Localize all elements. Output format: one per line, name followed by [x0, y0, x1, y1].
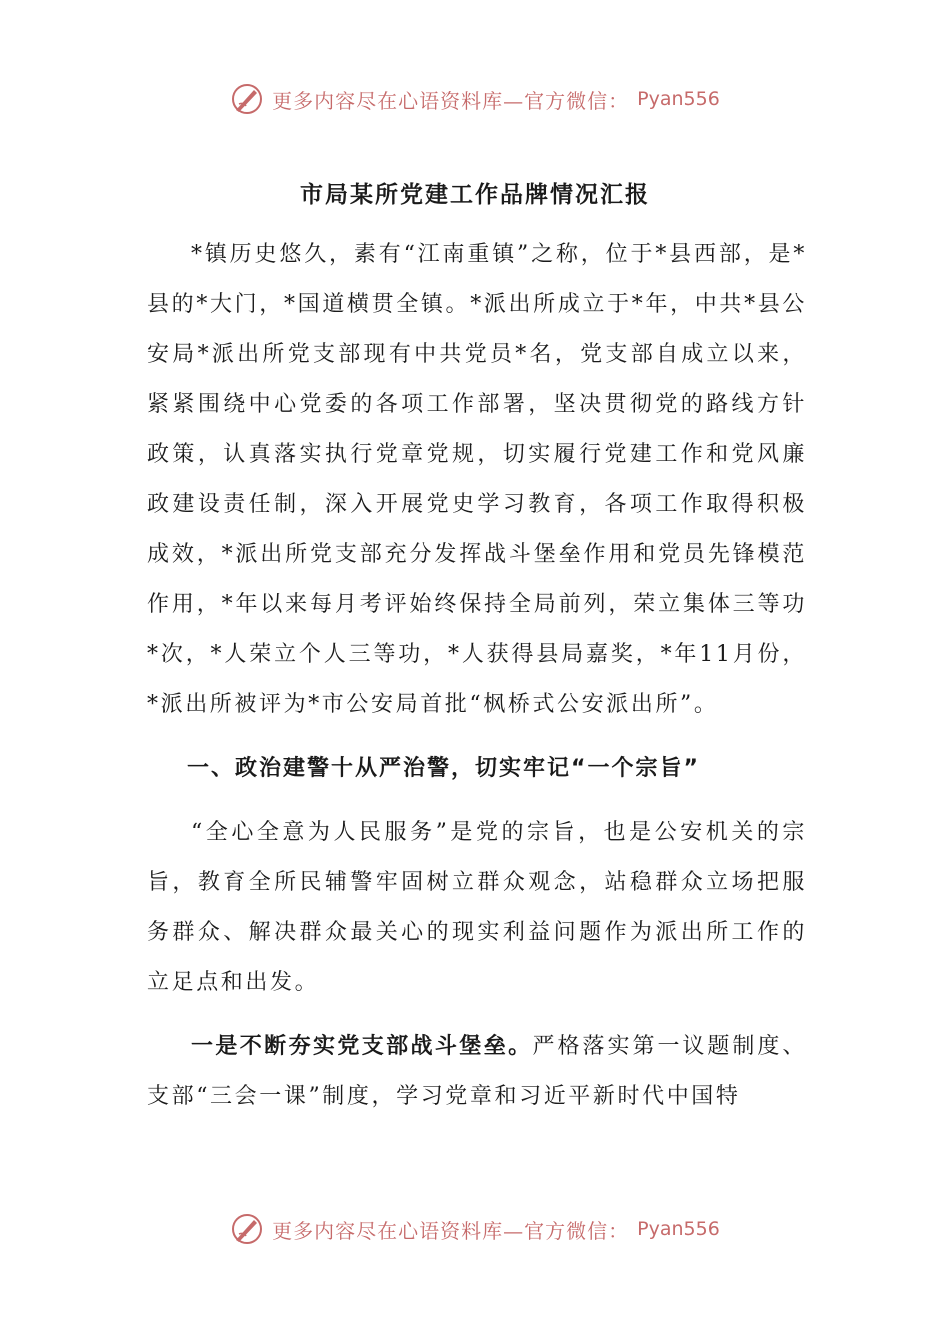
- watermark-wechat-id: Pyan556: [637, 88, 720, 110]
- watermark-footer: [0, 1212, 950, 1246]
- watermark-wechat-id: Pyan556: [637, 1218, 720, 1240]
- pen-logo-icon: [230, 82, 264, 116]
- point-paragraph: [147, 1022, 807, 1122]
- watermark-text: 更多内容尽在心语资料库—官方微信：: [272, 1218, 630, 1243]
- watermark-header: [0, 82, 950, 116]
- point-text: 严格落实第一议题制度、支部“三会一课”制度，学习党章和习近平新时代中国特: [147, 1034, 807, 1109]
- section-heading: 一、政治建警十从严治警，切实牢记“一个宗旨”: [187, 756, 700, 781]
- section-paragraph: “全心全意为人民服务”是党的宗旨，也是公安机关的宗旨，教育全所民辅警牢固树立群众观念，站稳群众立场把服务群众、解决群众最关心的现实利益问题作为派出所工作的立足点和出发。: [147, 820, 807, 995]
- point-lead: 一是不断夯实党支部战斗堡垒。: [191, 1034, 533, 1059]
- document-body: [147, 230, 807, 1122]
- pen-logo-icon: [230, 1212, 264, 1246]
- page-title: 市局某所党建工作品牌情况汇报: [300, 182, 650, 208]
- watermark-text: 更多内容尽在心语资料库—官方微信：: [272, 88, 630, 113]
- intro-paragraph: *镇历史悠久，素有“江南重镇”之称，位于*县西部，是*县的*大门，*国道横贯全镇。*派出所成立于*年，中共*县公安局*派出所党支部现有中共党员*名，党支部自成立以来，紧紧围绕中心党委的各项工作部署，坚决贯彻党的路线方针政策，认真落实执行党章党规，切实履行党建工作和党风廉政建设责任制，深入开展党史学习教育，各项工作取得积极成效，*派出所党支部充分发挥战斗堡垒作用和党员先锋模范作用，*年以来每月考评始终保持全局前列，荣立集体三等功*次，*人荣立个人三等功，*人获得县局嘉奖，*年11月份，*派出所被评为*市公安局首批“枫桥式公安派出所”。: [147, 242, 807, 717]
